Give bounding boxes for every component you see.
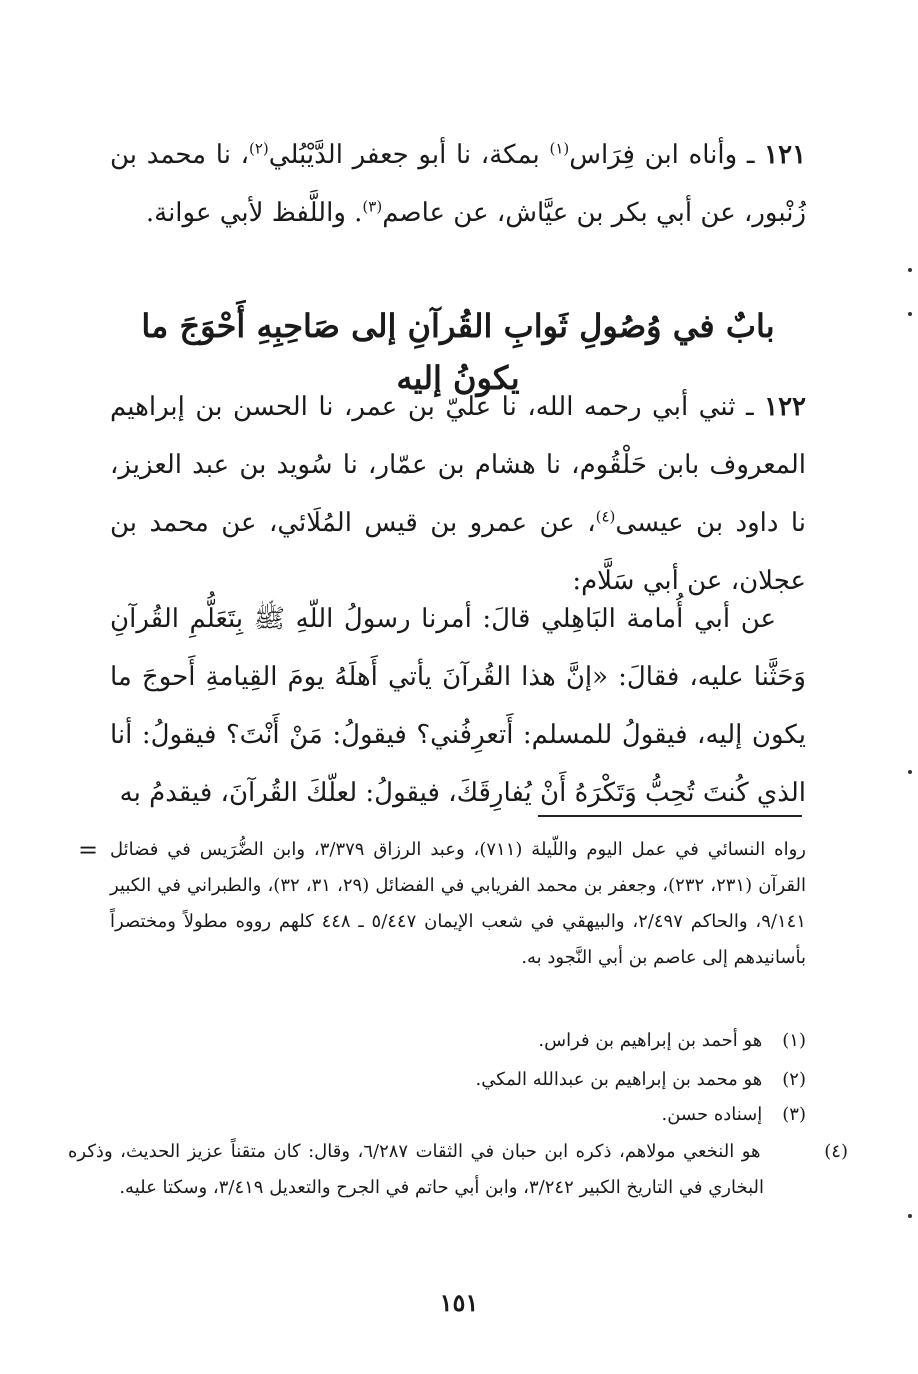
chapter-title: بابٌ في وُصُولِ ثَوابِ القُرآنِ إلى صَاحِبِهِ أَحْوَجَ ما يكونُ إليه (141, 307, 775, 397)
footnote-4 (68, 1134, 848, 1206)
page-number: ١٥١ (439, 1288, 479, 1317)
footnote-number: (٢) (782, 1069, 806, 1090)
footnote-3 (110, 1097, 806, 1133)
footnote-ref[interactable]: (١) (549, 139, 570, 158)
footnote-ref[interactable]: (٢) (249, 139, 269, 158)
footnote-number: (٣) (782, 1104, 806, 1125)
paragraph-121 (110, 126, 806, 242)
scan-speck (908, 1214, 912, 1218)
scan-speck (908, 268, 912, 272)
hadith-body: عن أبي أُمامة البَاهِلي قالَ: أمرنا رسولُ اللّهِ ﷺ بِتَعَلُّمِ القُرآنِ وَحَثَّنا عليه، فقالَ: «إنَّ هذا القُرآنَ يأتي أَهلَهُ يومَ القِيامةِ أَحوجَ ما يكون إليه، فيقولُ للمسلم: أَتعرِفُني؟ فيقولُ: مَنْ أَنْتَ؟ فيقولُ: أنا الذي كُنتَ تُحِبُّ وَتَكْرَهُ أَنْ يُفارِقَكَ، فيقولُ: لعلّكَ القُرآنَ، فيقدمُ به (110, 604, 806, 808)
scan-speck (908, 312, 912, 316)
footnote-1 (110, 1023, 806, 1059)
footnote-ref[interactable]: (٤) (595, 507, 616, 526)
footnote-text: هو أحمد بن إبراهيم بن فراس. (538, 1030, 763, 1051)
paragraph-text: ثني أبي رحمه الله، نا عليّ بن عمر، نا الحسن بن إبراهيم المعروف بابن حَلْقُوم، نا هشام بن عمّار، نا سُويد بن عبد العزيز، نا داود بن عيسى (110, 392, 806, 538)
paragraph-text: ، عن عمرو بن قيس المُلَائي، عن محمد بن عجلان، عن أبي سَلَّام: (110, 508, 806, 596)
hadith-number: ١٢٢ (764, 392, 807, 422)
hadith-text (110, 590, 806, 822)
paragraph-122 (110, 378, 806, 610)
footnote-separator (538, 815, 802, 817)
footnote-text: إسناده حسن. (661, 1104, 763, 1125)
footnote-number: (١) (782, 1030, 806, 1051)
footnote-number: (٤) (824, 1141, 848, 1162)
paragraph-text: ، نا محمد بن زُنْبور، عن أبي بكر بن عيَّاش، عن عاصم (110, 140, 806, 228)
footnote-continuation-mark: = (78, 836, 99, 864)
paragraph-text: . واللَّفظ لأبي عوانة. (145, 198, 363, 228)
paragraph-text: وأناه ابن فِرَاس (569, 140, 738, 170)
hadith-dash: ـ (745, 392, 754, 422)
footnote-text: هو محمد بن إبراهيم بن عبدالله المكي. (475, 1069, 763, 1090)
footnote-continuation: رواه النسائي في عمل اليوم واللّيلة (٧١١)، وعبد الرزاق ٣/٣٧٩، وابن الضُّرَيس في فضائل القرآن (٢٣١، ٢٣٢)، وجعفر بن محمد الفريابي في الفضائل (٢٩، ٣١، ٣٢)، والطبراني في الكبير ٩/١٤١، والحاكم ٢/٤٩٧، والبيهقي في شعب الإيمان ٥/٤٤٧ ـ ٤٤٨ كلهم رووه مطولاً ومختصراً بأسانيدهم إلى عاصم بن أبي النَّجود به. (110, 839, 806, 968)
hadith-number: ١٢١ (764, 140, 807, 170)
footnote-ref[interactable]: (٣) (362, 197, 383, 216)
hadith-dash: ـ (746, 140, 755, 170)
footnote-2 (110, 1062, 806, 1098)
scan-speck (908, 770, 912, 774)
footnote-text: هو النخعي مولاهم، ذكره ابن حبان في الثقات ٦/٢٨٧، وقال: كان متقناً عزيز الحديث، وذكره البخاري في التاريخ الكبير ٣/٢٤٢، وابن أبي حاتم في الجرح والتعديل ٣/٤١٩، وسكتا عليه. (68, 1141, 764, 1198)
paragraph-text: بمكة، نا أبو جعفر الدَّيْبُلي (268, 140, 540, 170)
